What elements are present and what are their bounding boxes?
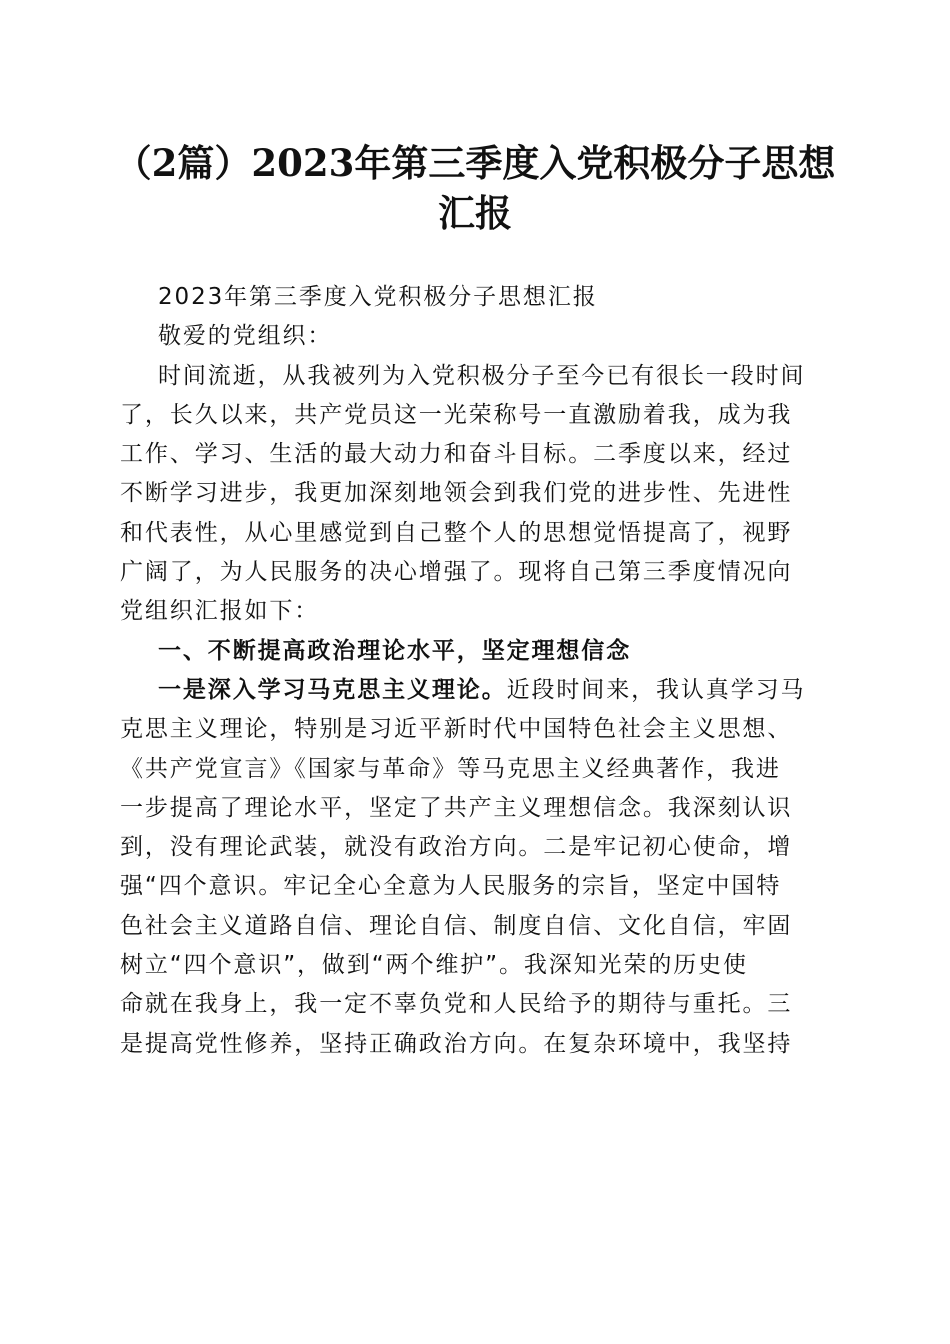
paragraph-line: 命就在我身上，我一定不辜负党和人民给予的期待与重托。三 [120, 991, 793, 1018]
paragraph-line: 和代表性，从心里感觉到自己整个人的思想觉悟提高了，视野 [120, 519, 793, 546]
document-body [120, 278, 824, 1064]
section-heading: 一、不断提高政治理论水平，坚定理想信念 [158, 637, 632, 664]
paragraph-line: 不断学习进步，我更加深刻地领会到我们党的进步性、先进性 [120, 480, 793, 507]
paragraph-line: 了，长久以来，共产党员这一光荣称号一直激励着我，成为我 [120, 401, 793, 428]
paragraph-line: 是提高党性修养，坚持正确政治方向。在复杂环境中，我坚持 [120, 1030, 793, 1057]
paragraph-line: 时间流逝，从我被列为入党积极分子至今已有很长一段时间 [158, 362, 806, 389]
paragraph-lead: 一是深入学习马克思主义理论。 [158, 676, 507, 703]
paragraph-line: 《共产党宣言》《国家与革命》等马克思主义经典著作，我进 [120, 755, 781, 782]
paragraph-line-rest: 近段时间来，我认真学习马 [506, 676, 806, 703]
paragraph-line: 克思主义理论，特别是习近平新时代中国特色社会主义思想、 [120, 716, 793, 743]
paragraph-intro [120, 357, 824, 632]
salutation: 敬爱的党组织： [158, 323, 333, 350]
paragraph-line: 色社会主义道路自信、理论自信、制度自信、文化自信，牢固 [120, 912, 793, 939]
paragraph-line [120, 671, 824, 710]
paragraph-line: 到，没有理论武装，就没有政治方向。二是牢记初心使命，增 [120, 834, 793, 861]
document-title: （2篇）2023年第三季度入党积极分子思想汇报 [114, 141, 836, 235]
document-subtitle: 2023年第三季度入党积极分子思想汇报 [158, 284, 598, 310]
paragraph-line: 树立“四个意识”，做到“两个维护”。我深知光荣的历史使 [120, 952, 748, 979]
paragraph-theory [120, 671, 824, 1064]
paragraph-line: 广阔了，为人民服务的决心增强了。现将自己第三季度情况向 [120, 559, 793, 586]
paragraph-line: 党组织汇报如下： [120, 598, 320, 625]
paragraph-line: 一步提高了理论水平，坚定了共产主义理想信念。我深刻认识 [120, 794, 793, 821]
paragraph-line: 工作、学习、生活的最大动力和奋斗目标。二季度以来，经过 [120, 441, 793, 468]
paragraph-line: 强“四个意识。牢记全心全意为人民服务的宗旨，坚定中国特 [120, 873, 782, 900]
